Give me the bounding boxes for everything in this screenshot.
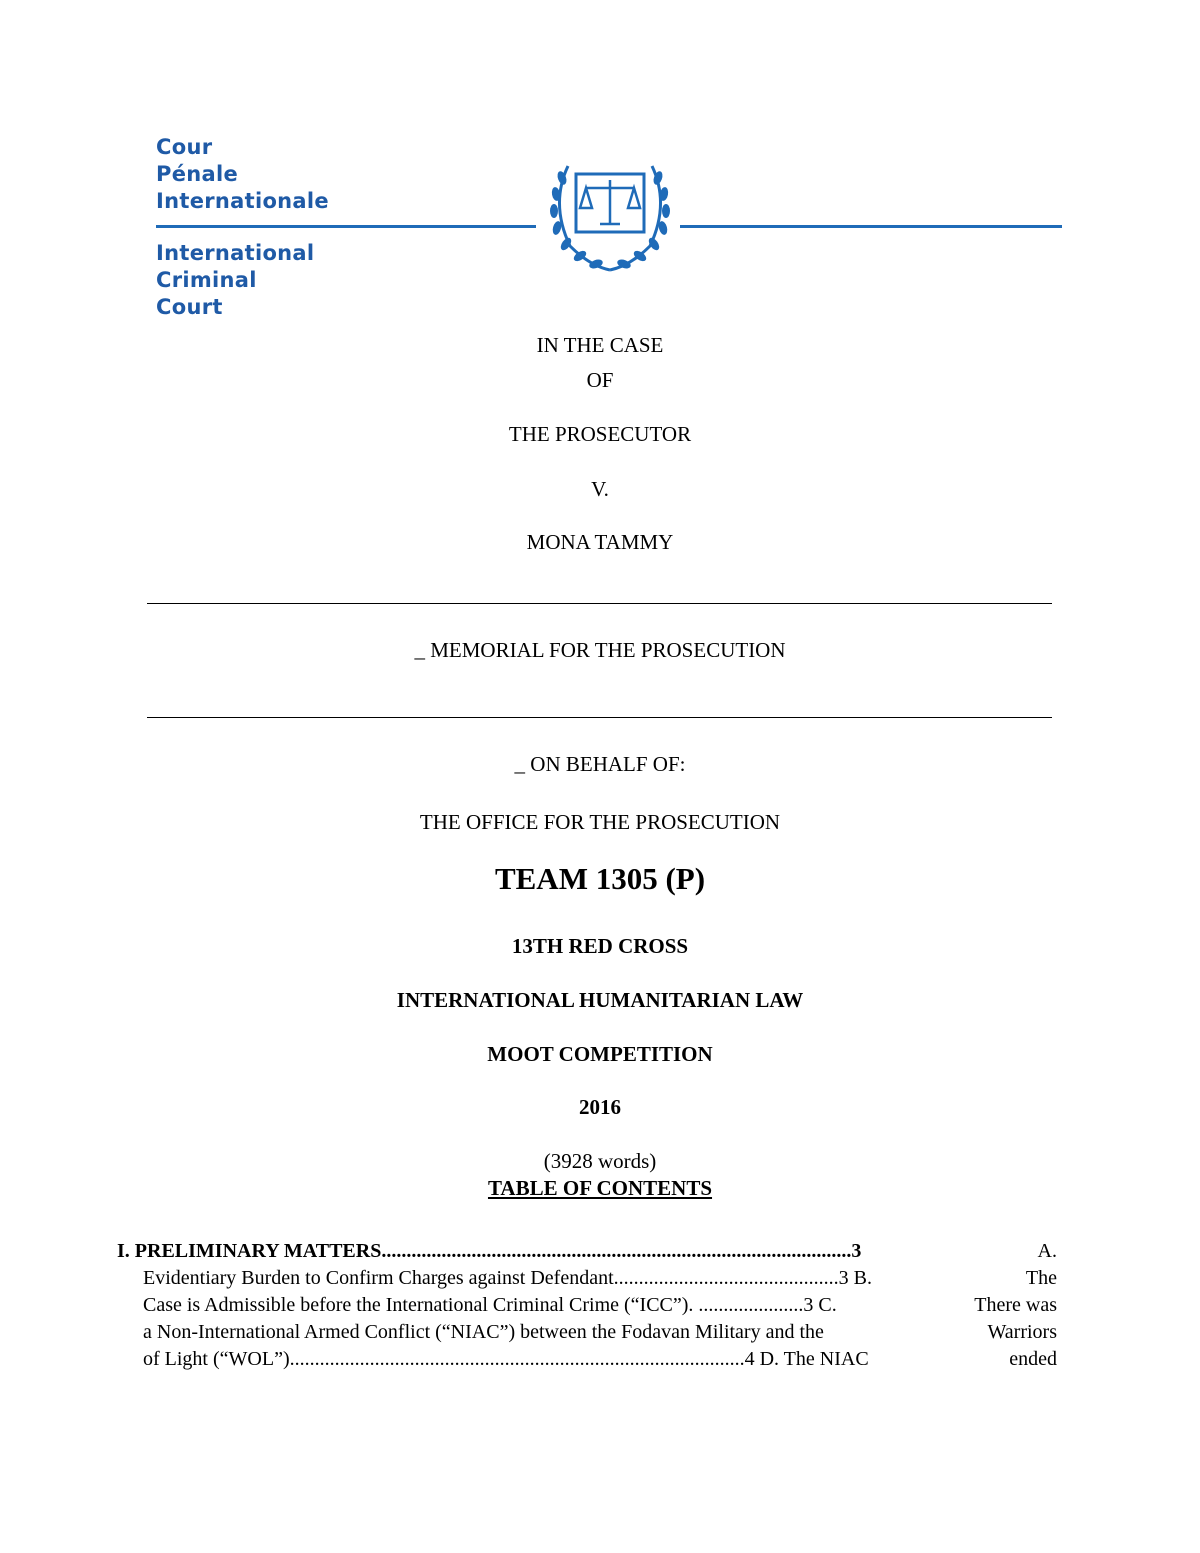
competition-year: 2016 [579, 1095, 621, 1119]
case-defendant: MONA TAMMY [526, 530, 674, 554]
toc-entry-text: Warriors [987, 1321, 1057, 1343]
logo-fr-line2: Pénale [156, 162, 238, 186]
case-prosecutor: THE PROSECUTOR [508, 422, 692, 446]
horizontal-rule [147, 717, 1052, 718]
competition-line2: INTERNATIONAL HUMANITARIAN LAW [396, 988, 804, 1012]
logo-english-name [156, 240, 314, 321]
toc-entry-text: Case is Admissible before the International Criminal Crime (“ICC”). .....................3 C. [143, 1294, 837, 1316]
toc-entry-text: The [1025, 1267, 1057, 1289]
case-versus: V. [591, 477, 609, 501]
horizontal-rule [147, 603, 1052, 604]
case-caption-line2: OF [586, 368, 614, 392]
toc-heading: TABLE OF CONTENTS [487, 1176, 713, 1200]
logo-divider-right [680, 225, 1062, 228]
toc-entry [117, 1292, 1057, 1319]
toc-entry-text: I. PRELIMINARY MATTERS..............................................................................................3 [117, 1240, 862, 1262]
memorial-title: _ MEMORIAL FOR THE PROSECUTION [414, 638, 786, 662]
logo-en-line3: Court [156, 295, 223, 319]
toc-entry-text: There was [974, 1294, 1057, 1316]
on-behalf-label: _ ON BEHALF OF: [514, 752, 686, 776]
toc-entry-text: Evidentiary Burden to Confirm Charges against Defendant.............................................3 B. [143, 1267, 872, 1289]
team-number: TEAM 1305 (P) [494, 861, 706, 896]
toc-entry [117, 1238, 1057, 1265]
toc-entry [117, 1346, 1057, 1373]
logo-french-name [156, 134, 329, 215]
word-count: (3928 words) [543, 1149, 657, 1173]
toc-entry-text: a Non-International Armed Conflict (“NIAC”) between the Fodavan Military and the [143, 1321, 824, 1343]
logo-divider-left [156, 225, 536, 228]
icc-logo [144, 135, 1062, 320]
logo-en-line1: International [156, 241, 315, 265]
table-of-contents [117, 1238, 1057, 1373]
case-caption-line1: IN THE CASE [536, 333, 664, 357]
logo-en-line2: Criminal [156, 268, 257, 292]
office-name: THE OFFICE FOR THE PROSECUTION [419, 810, 781, 834]
toc-entry-text: ended [1009, 1348, 1057, 1370]
toc-entry [117, 1265, 1057, 1292]
scales-of-justice-laurel-icon [540, 154, 680, 272]
logo-fr-line3: Internationale [156, 189, 329, 213]
competition-line1: 13TH RED CROSS [511, 934, 689, 958]
logo-fr-line1: Cour [156, 135, 213, 159]
toc-entry-text: A. [1037, 1240, 1057, 1262]
competition-line3: MOOT COMPETITION [487, 1042, 713, 1066]
toc-entry-text: of Light (“WOL”)...........................................................................................4 D. The NIAC [143, 1348, 869, 1370]
toc-entry [117, 1319, 1057, 1346]
